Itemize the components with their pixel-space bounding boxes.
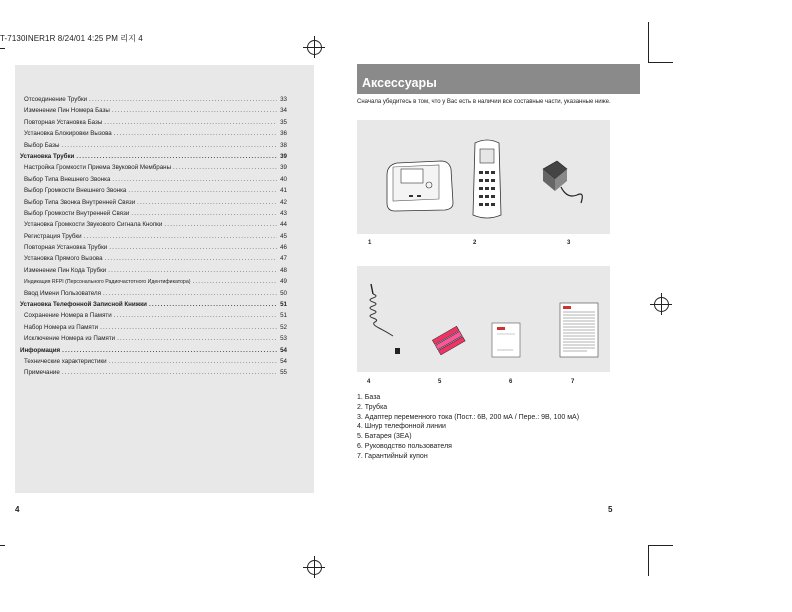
toc-entry <box>24 290 287 301</box>
toc-leader-dots <box>115 335 277 342</box>
accessory-list-item: 2. Трубка <box>357 403 388 411</box>
toc-label: Информация <box>20 346 61 354</box>
toc-leader-dots <box>190 278 277 285</box>
accessory-list-item: 6. Руководство пользователя <box>357 442 452 450</box>
toc-label: Изменение Пин Номера Базы <box>24 107 110 115</box>
toc-label: Установка Телефонной Записной Книжки <box>20 301 147 309</box>
toc-entry <box>24 176 287 187</box>
toc-leader-dots <box>147 301 277 308</box>
toc-page-number: 34 <box>280 107 287 115</box>
toc-page-number: 45 <box>280 232 287 240</box>
toc-leader-dots <box>135 199 277 206</box>
toc-page-number: 50 <box>280 289 287 297</box>
toc-label: Выбор Громкости Внутренней Связи <box>24 209 130 217</box>
toc-leader-dots <box>101 290 277 297</box>
toc-page-number: 44 <box>280 221 287 229</box>
toc-label: Примечание <box>24 369 60 377</box>
toc-page-number: 47 <box>280 255 287 263</box>
toc-entry <box>24 187 287 198</box>
toc-entry <box>24 119 287 130</box>
toc-label: Изменение Пин Кода Трубки <box>24 266 107 274</box>
base-unit-illustration <box>379 155 459 225</box>
toc-page-number: 41 <box>280 187 287 195</box>
toc-label: Выбор Громкости Внешнего Звонка <box>24 187 127 195</box>
toc-label: Исключение Номера из Памяти <box>24 335 116 343</box>
battery-pack-illustration <box>431 326 467 356</box>
registration-mark-bottom <box>303 556 325 578</box>
warranty-card-illustration <box>557 300 601 360</box>
registration-mark-right <box>650 293 672 315</box>
toc-label: Набор Номера из Памяти <box>24 323 99 331</box>
caption-7: 7 <box>571 379 575 385</box>
toc-section <box>20 347 287 358</box>
toc-page-number: 55 <box>280 369 287 377</box>
toc-page-number: 36 <box>280 130 287 138</box>
crop-mark <box>648 545 673 546</box>
caption-6: 6 <box>509 379 513 385</box>
toc-leader-dots <box>112 130 277 137</box>
toc-leader-dots <box>60 347 277 354</box>
caption-3: 3 <box>567 240 571 246</box>
caption-1: 1 <box>368 240 372 246</box>
toc-label: Выбор Типа Звонка Внутренней Связи <box>24 198 136 206</box>
page-number-left: 4 <box>15 505 20 514</box>
toc-leader-dots <box>107 244 277 251</box>
registration-mark-top <box>303 36 325 58</box>
accessories-box-top <box>357 120 610 234</box>
toc-page-number: 51 <box>280 301 287 309</box>
toc-leader-dots <box>112 312 277 319</box>
caption-5: 5 <box>438 379 442 385</box>
toc-page-number: 49 <box>280 278 287 286</box>
toc-page-number: 39 <box>280 164 287 172</box>
toc-entry <box>24 199 287 210</box>
accessory-list-item: 7. Гарантийный купон <box>357 452 428 460</box>
page-title: Аксессуары <box>362 76 437 90</box>
toc-label: Технические характеристики <box>24 357 107 365</box>
toc-label: Установка Прямого Вызова <box>24 255 103 263</box>
toc-label: Настройка Громкости Приема Звуковой Мембраны <box>24 164 172 172</box>
toc-section <box>20 301 287 312</box>
caption-2: 2 <box>473 240 477 246</box>
toc-label: Выбор Базы <box>24 141 60 149</box>
toc-label: Повторная Установка Трубки <box>24 244 108 252</box>
toc-page-number: 43 <box>280 209 287 217</box>
accessory-list-item: 3. Адаптер переменного тока (Пост.: 6В, 200 мА / Пере.: 9В, 100 мА) <box>357 413 580 421</box>
crop-mark <box>0 48 5 49</box>
toc-label: Отсоединение Трубки <box>24 96 88 103</box>
accessory-list-item: 5. Батарея (3ЕА) <box>357 433 412 441</box>
toc-leader-dots <box>98 324 277 331</box>
handset-illustration <box>467 135 507 225</box>
toc-entry <box>24 267 287 278</box>
toc-label: Установка Громкости Звукового Сигнала Кнопки <box>24 221 163 229</box>
crop-mark <box>648 62 673 63</box>
toc-leader-dots <box>110 107 277 114</box>
toc-leader-dots <box>60 369 277 376</box>
toc-entry <box>24 369 287 380</box>
toc-page-number: 33 <box>280 96 287 103</box>
toc-entry <box>24 358 287 369</box>
toc-leader-dots <box>107 358 277 365</box>
toc-entry <box>24 233 287 244</box>
toc-entry <box>24 210 287 221</box>
toc-label: Регистрация Трубки <box>24 232 82 240</box>
toc-entry <box>24 278 287 289</box>
toc-entry <box>24 255 287 266</box>
ac-adapter-illustration <box>537 155 587 215</box>
toc-leader-dots <box>126 187 277 194</box>
toc-page-number: 40 <box>280 175 287 183</box>
toc-leader-dots <box>82 233 277 240</box>
user-manual-illustration <box>489 320 523 360</box>
toc-page-number: 52 <box>280 323 287 331</box>
toc-entry <box>24 107 287 118</box>
toc-page-number: 54 <box>280 346 287 354</box>
toc-entry <box>24 96 287 107</box>
accessory-list <box>357 393 579 462</box>
toc-leader-dots <box>106 267 277 274</box>
toc-leader-dots <box>59 142 277 149</box>
accessory-list-item: 1. База <box>357 394 381 401</box>
toc-page-number: 39 <box>280 152 287 160</box>
toc-entry <box>24 244 287 255</box>
toc-label: Индикация RFPI (Персонального Радиочастотного Идентификатора) <box>24 279 191 286</box>
toc-label: Сохранение Номера в Памяти <box>24 312 112 320</box>
accessories-box-bottom <box>357 266 610 372</box>
toc-label: Ввод Имени Пользователя <box>24 289 101 297</box>
toc-leader-dots <box>74 153 277 160</box>
toc-page-number: 54 <box>280 357 287 365</box>
toc-leader-dots <box>102 119 277 126</box>
toc-entry <box>24 335 287 346</box>
crop-mark <box>648 546 649 576</box>
crop-mark <box>648 22 649 62</box>
print-header: T-7130INER1R 8/24/01 4:25 PM 리지 4 <box>0 34 143 43</box>
toc-label: Установка Блокировки Вызова <box>24 130 112 138</box>
toc-page-number: 53 <box>280 335 287 343</box>
toc-entry <box>24 221 287 232</box>
toc-entry <box>24 164 287 175</box>
crop-mark <box>0 545 5 546</box>
toc-page-number: 42 <box>280 198 287 206</box>
toc-leader-dots <box>87 96 277 103</box>
toc-leader-dots <box>129 210 277 217</box>
toc-page-number: 46 <box>280 244 287 252</box>
toc-page-number: 38 <box>280 141 287 149</box>
toc-entry <box>24 142 287 153</box>
toc-page-number: 35 <box>280 118 287 126</box>
toc-label: Установка Трубки <box>20 152 75 160</box>
page-number-right: 5 <box>608 505 613 514</box>
toc-entry <box>24 324 287 335</box>
toc-entry <box>24 130 287 141</box>
toc-section <box>20 153 287 164</box>
toc-page-number: 48 <box>280 266 287 274</box>
toc-leader-dots <box>162 221 277 228</box>
toc-leader-dots <box>110 176 277 183</box>
toc-leader-dots <box>171 164 277 171</box>
toc-leader-dots <box>103 255 277 262</box>
toc-label: Выбор Типа Внешнего Звонка <box>24 175 111 183</box>
table-of-contents <box>20 96 287 381</box>
caption-4: 4 <box>367 379 371 385</box>
phone-cord-illustration <box>361 280 411 360</box>
accessory-list-item: 4. Шнур телефонной линии <box>357 423 446 431</box>
toc-page-number: 51 <box>280 312 287 320</box>
toc-entry <box>24 312 287 323</box>
section-title-bar <box>357 64 640 94</box>
intro-text: Сначала убедитесь в том, что у Вас есть в наличии все составные части, указанные ниже. <box>357 99 611 105</box>
toc-label: Повторная Установка Базы <box>24 118 103 126</box>
